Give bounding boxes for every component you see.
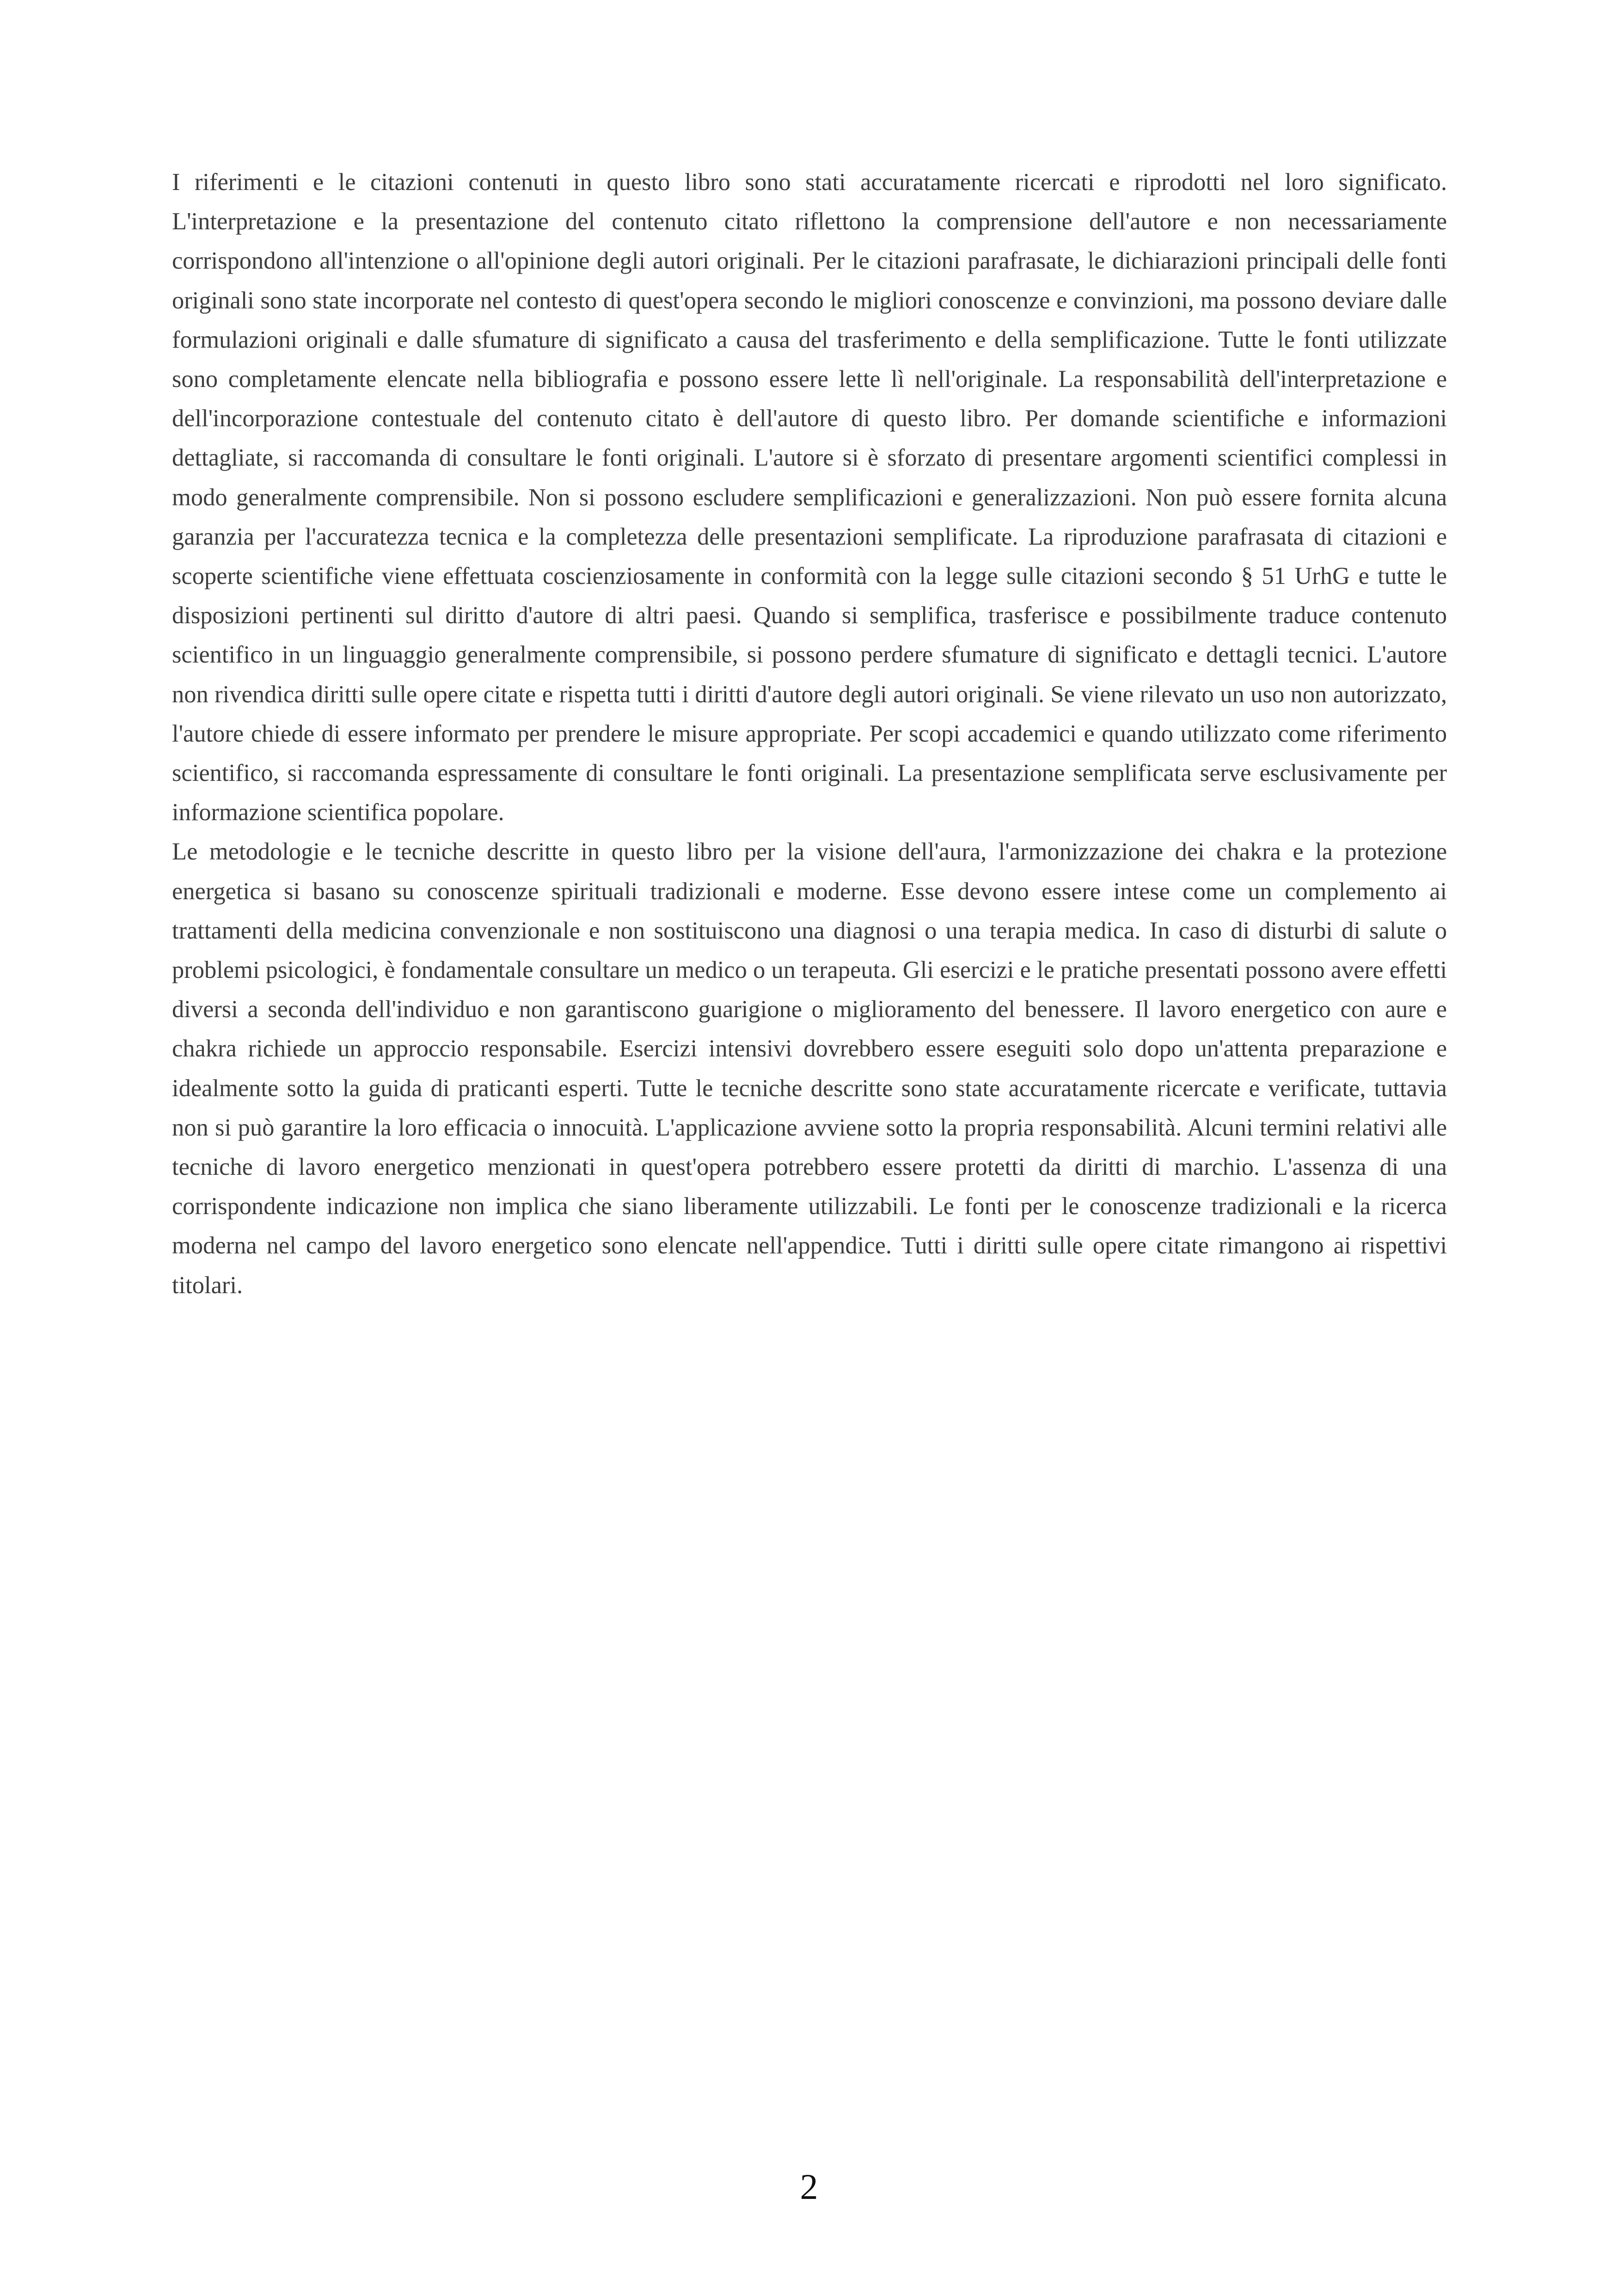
body-text (172, 163, 1447, 1305)
paragraph-citations-disclaimer: I riferimenti e le citazioni contenuti in questo libro sono stati accuratamente ricercati e riprodotti nel loro significato. L'interpretazione e la presentazione del contenuto citato riflettono la comprensione dell'autore e non necessariamente corrispondono all'intenzione o all'opinione degli autori originali. Per le citazioni parafrasate, le dichiarazioni principali delle fonti originali sono state incorporate nel contesto di quest'opera secondo le migliori conoscenze e convinzioni, ma possono deviare dalle formulazioni originali e dalle sfumature di significato a causa del trasferimento e della semplificazione. Tutte le fonti utilizzate sono completamente elencate nella bibliografia e possono essere lette lì nell'originale. La responsabilità dell'interpretazione e dell'incorporazione contestuale del contenuto citato è dell'autore di questo libro. Per domande scientifiche e informazioni dettagliate, si raccomanda di consultare le fonti originali. L'autore si è sforzato di presentare argomenti scientifici complessi in modo generalmente comprensibile. Non si possono escludere semplificazioni e generalizzazioni. Non può essere fornita alcuna garanzia per l'accuratezza tecnica e la completezza delle presentazioni semplificate. La riproduzione parafrasata di citazioni e scoperte scientifiche viene effettuata coscienziosamente in conformità con la legge sulle citazioni secondo § 51 UrhG e tutte le disposizioni pertinenti sul diritto d'autore di altri paesi. Quando si semplifica, trasferisce e possibilmente traduce contenuto scientifico in un linguaggio generalmente comprensibile, si possono perdere sfumature di significato e dettagli tecnici. L'autore non rivendica diritti sulle opere citate e rispetta tutti i diritti d'autore degli autori originali. Se viene rilevato un uso non autorizzato, l'autore chiede di essere informato per prendere le misure appropriate. Per scopi accademici e quando utilizzato come riferimento scientifico, si raccomanda espressamente di consultare le fonti originali. La presentazione semplificata serve esclusivamente per informazione scientifica popolare. (172, 169, 1447, 826)
page-number: 2 (800, 2167, 818, 2207)
paragraph-methods-disclaimer: Le metodologie e le tecniche descritte in questo libro per la visione dell'aura, l'armonizzazione dei chakra e la protezione energetica si basano su conoscenze spirituali tradizionali e moderne. Esse devono essere intese come un complemento ai trattamenti della medicina convenzionale e non sostituiscono una diagnosi o una terapia medica. In caso di disturbi di salute o problemi psicologici, è fondamentale consultare un medico o un terapeuta. Gli esercizi e le pratiche presentati possono avere effetti diversi a seconda dell'individuo e non garantiscono guarigione o miglioramento del benessere. Il lavoro energetico con aure e chakra richiede un approccio responsabile. Esercizi intensivi dovrebbero essere eseguiti solo dopo un'attenta preparazione e idealmente sotto la guida di praticanti esperti. Tutte le tecniche descritte sono state accuratamente ricercate e verificate, tuttavia non si può garantire la loro efficacia o innocuità. L'applicazione avviene sotto la propria responsabilità. Alcuni termini relativi alle tecniche di lavoro energetico menzionati in quest'opera potrebbero essere protetti da diritti di marchio. L'assenza di una corrispondente indicazione non implica che siano liberamente utilizzabili. Le fonti per le conoscenze tradizionali e la ricerca moderna nel campo del lavoro energetico sono elencate nell'appendice. Tutti i diritti sulle opere citate rimangono ai rispettivi titolari. (172, 838, 1447, 1299)
